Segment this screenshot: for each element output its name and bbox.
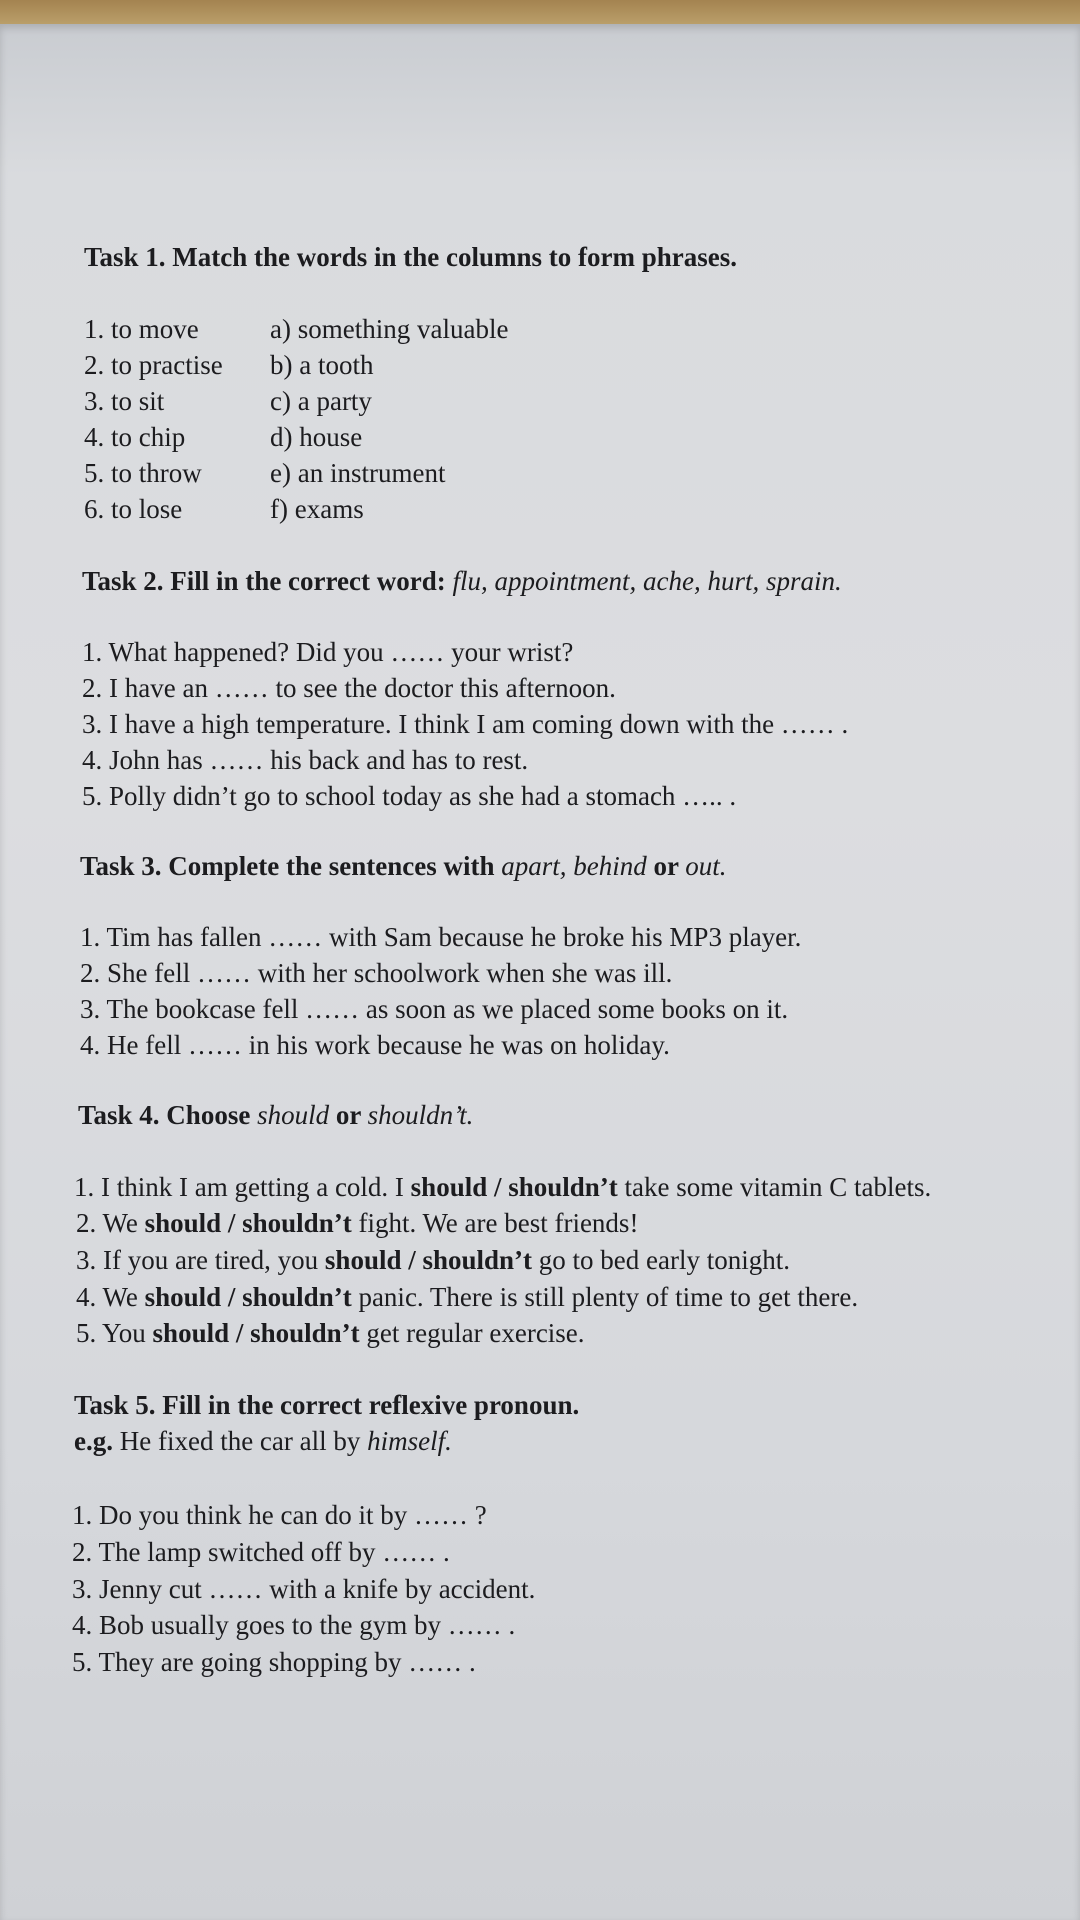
task1-right-item: d) house — [270, 422, 363, 452]
task5-item: 3. Jenny cut …… with a knife by accident. — [72, 1574, 536, 1604]
task4-item — [76, 1282, 858, 1313]
task3-item: 3. The bookcase fell …… as soon as we placed some books on it. — [80, 994, 789, 1024]
task4-choice: should / shouldn’t — [144, 1282, 352, 1312]
task4-word-1: should — [257, 1100, 330, 1130]
task4-item — [76, 1318, 585, 1349]
task4-choice: should / shouldn’t — [410, 1172, 618, 1202]
task4-item — [76, 1208, 638, 1239]
task4-item-post: take some vitamin C tablets. — [617, 1172, 932, 1202]
task3-title — [80, 851, 727, 882]
task1-left-item: 1. to move — [84, 314, 199, 344]
task3-word-2: out. — [685, 851, 727, 881]
task3-title-label: Task 3. Complete the sentences with — [80, 851, 495, 881]
task4-item-post: panic. There is still plenty of time to get there. — [351, 1282, 859, 1312]
task2-title — [82, 566, 842, 597]
task5-example-text: He fixed the car all by — [112, 1426, 368, 1456]
task3-word-1: apart, behind — [501, 851, 647, 881]
task3-item: 4. He fell …… in his work because he was on holiday. — [80, 1030, 670, 1060]
task4-item-pre: 4. We — [76, 1282, 145, 1312]
task4-choice: should / shouldn’t — [152, 1318, 360, 1348]
task2-item: 4. John has …… his back and has to rest. — [82, 745, 529, 775]
task4-title-or: or — [335, 1100, 361, 1130]
task5-example-word: himself. — [367, 1426, 452, 1456]
task3-item: 2. She fell …… with her schoolwork when she was ill. — [80, 958, 673, 988]
task4-title-label: Task 4. Choose — [78, 1100, 251, 1130]
task1-right-item: a) something valuable — [270, 314, 509, 344]
task1-right-item: f) exams — [270, 494, 364, 524]
task2-item: 3. I have a high temperature. I think I am coming down with the …… . — [82, 709, 849, 739]
task4-item-pre: 2. We — [76, 1208, 145, 1238]
task1-left-item: 5. to throw — [84, 458, 202, 488]
task2-title-label: Task 2. Fill in the correct word: — [82, 566, 446, 596]
task5-example — [74, 1426, 452, 1457]
task1-title: Task 1. Match the words in the columns to form phrases. — [84, 242, 738, 272]
task4-item-pre: 5. You — [76, 1318, 153, 1348]
task4-item-post: go to bed early tonight. — [532, 1245, 790, 1275]
task4-word-2: shouldn’t. — [367, 1100, 474, 1130]
task1-left-item: 2. to practise — [84, 350, 223, 380]
task4-title — [78, 1100, 473, 1131]
task2-word-list: flu, appointment, ache, hurt, sprain. — [452, 566, 842, 596]
task1-left-item: 4. to chip — [84, 422, 186, 452]
task4-item-pre: 3. If you are tired, you — [76, 1245, 325, 1275]
task4-choice: should / shouldn’t — [324, 1245, 533, 1275]
task4-choice: should / shouldn’t — [144, 1208, 352, 1238]
task1-right-item: e) an instrument — [270, 458, 446, 488]
task5-item: 4. Bob usually goes to the gym by …… . — [72, 1610, 516, 1640]
task1-right-item: c) a party — [270, 386, 372, 416]
task5-item: 1. Do you think he can do it by …… ? — [72, 1500, 487, 1530]
task3-title-or: or — [653, 851, 679, 881]
task1-right-item: b) a tooth — [270, 350, 374, 380]
task5-item: 5. They are going shopping by …… . — [72, 1647, 476, 1677]
task5-item: 2. The lamp switched off by …… . — [72, 1537, 450, 1567]
task3-item: 1. Tim has fallen …… with Sam because he broke his MP3 player. — [80, 922, 802, 952]
task4-item-post: get regular exercise. — [359, 1318, 585, 1348]
task2-item: 5. Polly didn’t go to school today as she had a stomach ….. . — [82, 781, 737, 811]
task5-title: Task 5. Fill in the correct reflexive pronoun. — [74, 1390, 580, 1420]
task5-example-label: e.g. — [74, 1426, 113, 1456]
task4-item-post: fight. We are best friends! — [351, 1208, 639, 1238]
task2-item: 1. What happened? Did you …… your wrist? — [82, 637, 574, 667]
task1-left-item: 6. to lose — [84, 494, 183, 524]
task2-item: 2. I have an …… to see the doctor this afternoon. — [82, 673, 616, 703]
task4-item-pre: 1. I think I am getting a cold. I — [74, 1172, 411, 1202]
task4-item — [74, 1172, 931, 1203]
task1-left-item: 3. to sit — [84, 386, 165, 416]
task4-item — [76, 1245, 790, 1276]
